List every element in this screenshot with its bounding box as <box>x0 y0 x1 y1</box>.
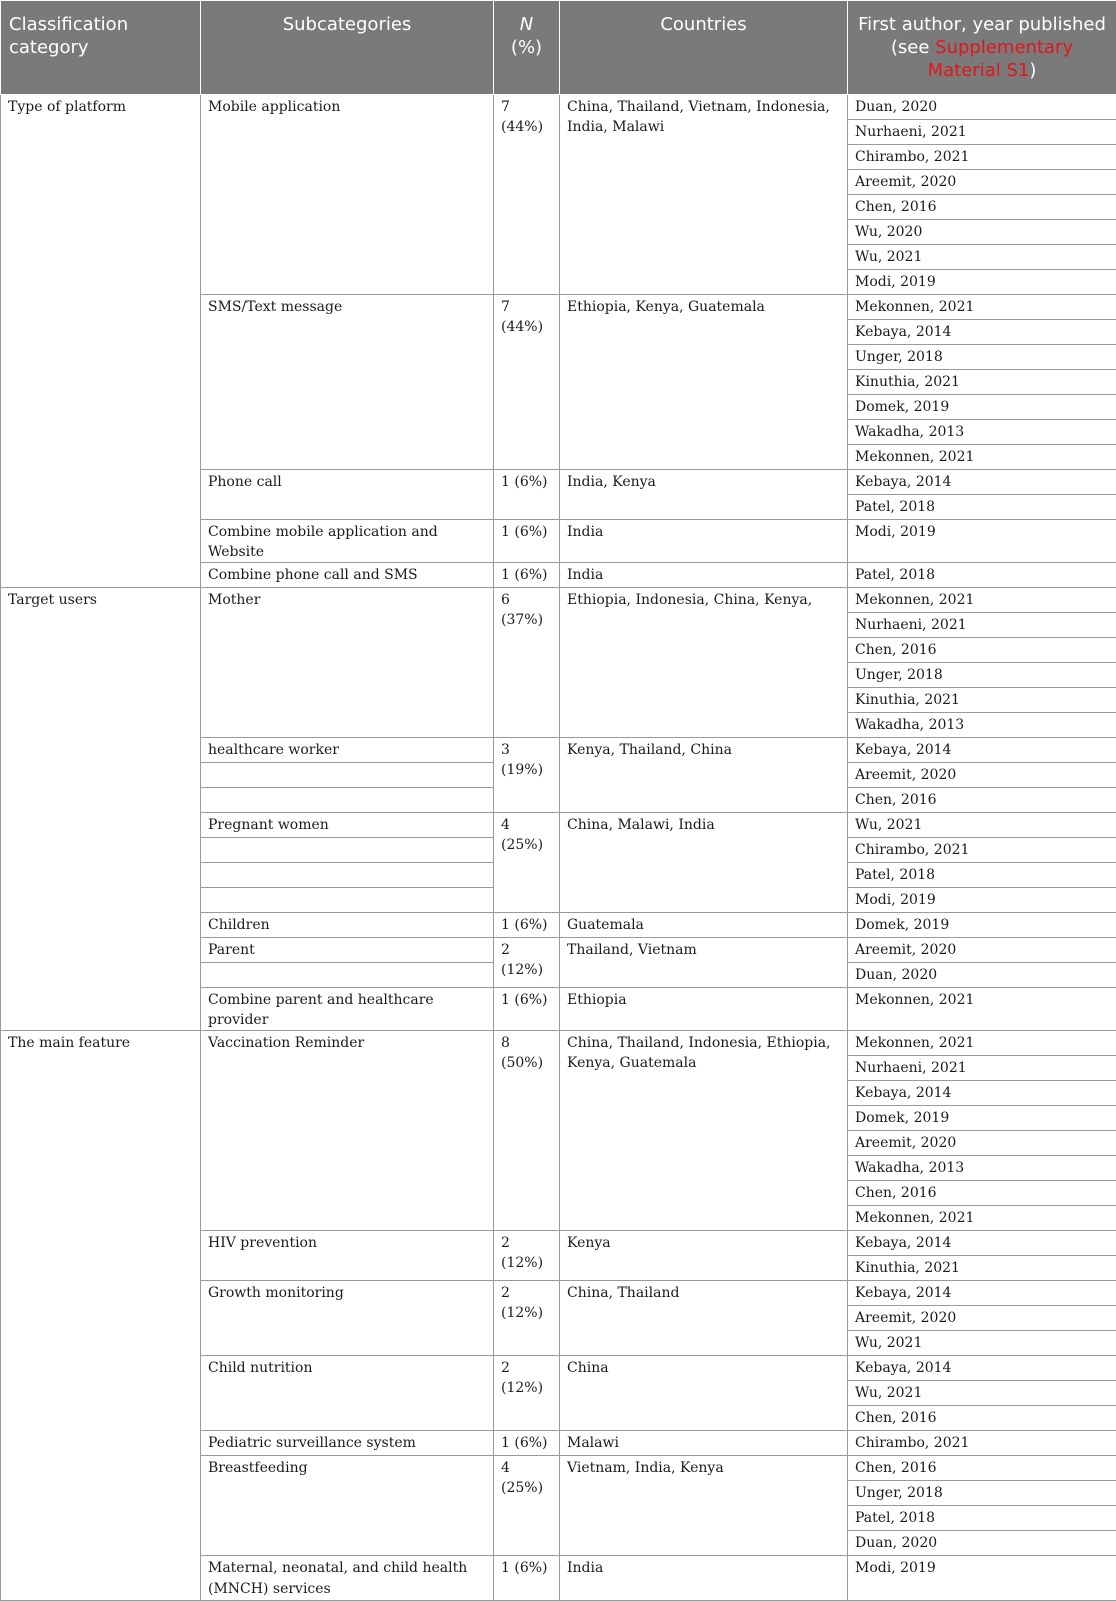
author-cell: Nurhaeni, 2021 <box>848 613 1116 638</box>
author-cell: Modi, 2019 <box>848 520 1116 563</box>
author-cell: Chen, 2016 <box>848 1406 1116 1431</box>
n-percent-cell: 1 (6%) <box>494 1431 560 1456</box>
author-cell: Unger, 2018 <box>848 1481 1116 1506</box>
subcategory-cell: Pediatric surveillance system <box>201 1431 494 1456</box>
col-authors <box>848 1 1116 95</box>
author-cell: Kebaya, 2014 <box>848 1231 1116 1256</box>
author-cell: Kinuthia, 2021 <box>848 688 1116 713</box>
countries-cell: India <box>560 563 848 588</box>
subcategory-cell: Pregnant women <box>201 813 494 838</box>
n-percent-cell: 1 (6%) <box>494 563 560 588</box>
author-cell: Kebaya, 2014 <box>848 738 1116 763</box>
table-body <box>1 95 1116 1601</box>
author-cell: Wakadha, 2013 <box>848 420 1116 445</box>
author-cell: Patel, 2018 <box>848 1506 1116 1531</box>
author-cell: Areemit, 2020 <box>848 1131 1116 1156</box>
author-cell: Kebaya, 2014 <box>848 1281 1116 1306</box>
percent-label: (%) <box>511 37 542 58</box>
category-cell: Type of platform <box>1 95 201 588</box>
n-percent-cell: 1 (6%) <box>494 520 560 563</box>
author-cell: Mekonnen, 2021 <box>848 1206 1116 1231</box>
n-percent-cell: 7 (44%) <box>494 95 560 295</box>
countries-cell: Malawi <box>560 1431 848 1456</box>
subcategory-cell: healthcare worker <box>201 738 494 763</box>
n-percent-cell: 1 (6%) <box>494 913 560 938</box>
author-cell: Kebaya, 2014 <box>848 470 1116 495</box>
subcategory-cell: Mobile application <box>201 95 494 295</box>
author-cell: Modi, 2019 <box>848 1556 1116 1601</box>
subcategory-cell: Phone call <box>201 470 494 520</box>
subcategory-cell: Growth monitoring <box>201 1281 494 1356</box>
table-header <box>1 1 1116 95</box>
author-cell: Kebaya, 2014 <box>848 320 1116 345</box>
author-cell: Wu, 2021 <box>848 813 1116 838</box>
countries-cell: China, Malawi, India <box>560 813 848 913</box>
subcategory-cell <box>201 763 494 788</box>
author-cell: Nurhaeni, 2021 <box>848 120 1116 145</box>
author-cell: Areemit, 2020 <box>848 1306 1116 1331</box>
supplementary-link[interactable]: Supplementary Material S1 <box>928 37 1073 81</box>
countries-cell: Ethiopia, Kenya, Guatemala <box>560 295 848 470</box>
author-cell: Wu, 2021 <box>848 245 1116 270</box>
subcategory-cell: Combine mobile application and Website <box>201 520 494 563</box>
authors-close: ) <box>1029 60 1036 81</box>
n-percent-cell: 4 (25%) <box>494 1456 560 1556</box>
countries-cell: Kenya, Thailand, China <box>560 738 848 813</box>
n-percent-cell: 8 (50%) <box>494 1031 560 1231</box>
n-percent-cell: 1 (6%) <box>494 470 560 520</box>
author-cell: Duan, 2020 <box>848 1531 1116 1556</box>
countries-cell: China, Thailand, Vietnam, Indonesia, India, Malawi <box>560 95 848 295</box>
subcategory-cell: Parent <box>201 938 494 963</box>
subcategory-cell: SMS/Text message <box>201 295 494 470</box>
subcategory-cell: Mother <box>201 588 494 738</box>
author-cell: Duan, 2020 <box>848 963 1116 988</box>
author-cell: Domek, 2019 <box>848 913 1116 938</box>
countries-cell: India, Kenya <box>560 470 848 520</box>
author-cell: Kinuthia, 2021 <box>848 1256 1116 1281</box>
n-percent-cell: 7 (44%) <box>494 295 560 470</box>
col-classification: Classification category <box>1 1 201 95</box>
author-cell: Wakadha, 2013 <box>848 713 1116 738</box>
author-cell: Mekonnen, 2021 <box>848 988 1116 1031</box>
author-cell: Wakadha, 2013 <box>848 1156 1116 1181</box>
author-cell: Domek, 2019 <box>848 1106 1116 1131</box>
author-cell: Domek, 2019 <box>848 395 1116 420</box>
category-cell: Target users <box>1 588 201 1031</box>
n-percent-cell: 2 (12%) <box>494 1231 560 1281</box>
author-cell: Chirambo, 2021 <box>848 838 1116 863</box>
author-cell: Nurhaeni, 2021 <box>848 1056 1116 1081</box>
author-cell: Wu, 2021 <box>848 1331 1116 1356</box>
n-percent-cell: 1 (6%) <box>494 1556 560 1601</box>
subcategory-cell: Vaccination Reminder <box>201 1031 494 1231</box>
category-cell: The main feature <box>1 1031 201 1601</box>
n-percent-cell: 2 (12%) <box>494 1356 560 1431</box>
countries-cell: Kenya <box>560 1231 848 1281</box>
subcategory-cell: Breastfeeding <box>201 1456 494 1556</box>
author-cell: Mekonnen, 2021 <box>848 1031 1116 1056</box>
subcategory-cell: Maternal, neonatal, and child health (MNCH) services <box>201 1556 494 1601</box>
n-symbol: N <box>520 14 533 35</box>
author-cell: Wu, 2021 <box>848 1381 1116 1406</box>
author-cell: Kebaya, 2014 <box>848 1356 1116 1381</box>
subcategory-cell <box>201 838 494 863</box>
col-countries: Countries <box>560 1 848 95</box>
author-cell: Kebaya, 2014 <box>848 1081 1116 1106</box>
author-cell: Duan, 2020 <box>848 95 1116 120</box>
table-row <box>1 95 1116 120</box>
author-cell: Chen, 2016 <box>848 1181 1116 1206</box>
author-cell: Chen, 2016 <box>848 1456 1116 1481</box>
subcategory-cell: Child nutrition <box>201 1356 494 1431</box>
author-cell: Unger, 2018 <box>848 345 1116 370</box>
subcategory-cell <box>201 888 494 913</box>
subcategory-cell: Combine parent and healthcare provider <box>201 988 494 1031</box>
author-cell: Patel, 2018 <box>848 563 1116 588</box>
col-n-percent <box>494 1 560 95</box>
table-row <box>1 588 1116 613</box>
countries-cell: Ethiopia, Indonesia, China, Kenya, <box>560 588 848 738</box>
author-cell: Areemit, 2020 <box>848 938 1116 963</box>
author-cell: Chen, 2016 <box>848 638 1116 663</box>
authors-label: First author, year published (see <box>858 14 1106 58</box>
subcategory-cell <box>201 863 494 888</box>
author-cell: Patel, 2018 <box>848 495 1116 520</box>
author-cell: Chirambo, 2021 <box>848 1431 1116 1456</box>
countries-cell: Vietnam, India, Kenya <box>560 1456 848 1556</box>
n-percent-cell: 2 (12%) <box>494 1281 560 1356</box>
author-cell: Chen, 2016 <box>848 195 1116 220</box>
col-subcategories: Subcategories <box>201 1 494 95</box>
subcategory-cell: Combine phone call and SMS <box>201 563 494 588</box>
author-cell: Mekonnen, 2021 <box>848 295 1116 320</box>
countries-cell: Guatemala <box>560 913 848 938</box>
n-percent-cell: 4 (25%) <box>494 813 560 913</box>
subcategory-cell <box>201 788 494 813</box>
author-cell: Wu, 2020 <box>848 220 1116 245</box>
subcategory-cell <box>201 963 494 988</box>
n-percent-cell: 2 (12%) <box>494 938 560 988</box>
author-cell: Modi, 2019 <box>848 270 1116 295</box>
countries-cell: China <box>560 1356 848 1431</box>
author-cell: Modi, 2019 <box>848 888 1116 913</box>
countries-cell: China, Thailand, Indonesia, Ethiopia, Kenya, Guatemala <box>560 1031 848 1231</box>
n-percent-cell: 6 (37%) <box>494 588 560 738</box>
author-cell: Kinuthia, 2021 <box>848 370 1116 395</box>
countries-cell: India <box>560 1556 848 1601</box>
author-cell: Mekonnen, 2021 <box>848 445 1116 470</box>
author-cell: Mekonnen, 2021 <box>848 588 1116 613</box>
author-cell: Areemit, 2020 <box>848 170 1116 195</box>
n-percent-cell: 1 (6%) <box>494 988 560 1031</box>
author-cell: Chirambo, 2021 <box>848 145 1116 170</box>
countries-cell: India <box>560 520 848 563</box>
author-cell: Chen, 2016 <box>848 788 1116 813</box>
countries-cell: China, Thailand <box>560 1281 848 1356</box>
author-cell: Patel, 2018 <box>848 863 1116 888</box>
table-row <box>1 1031 1116 1056</box>
author-cell: Areemit, 2020 <box>848 763 1116 788</box>
subcategory-cell: HIV prevention <box>201 1231 494 1281</box>
author-cell: Unger, 2018 <box>848 663 1116 688</box>
subcategory-cell: Children <box>201 913 494 938</box>
countries-cell: Ethiopia <box>560 988 848 1031</box>
n-percent-cell: 3 (19%) <box>494 738 560 813</box>
countries-cell: Thailand, Vietnam <box>560 938 848 988</box>
